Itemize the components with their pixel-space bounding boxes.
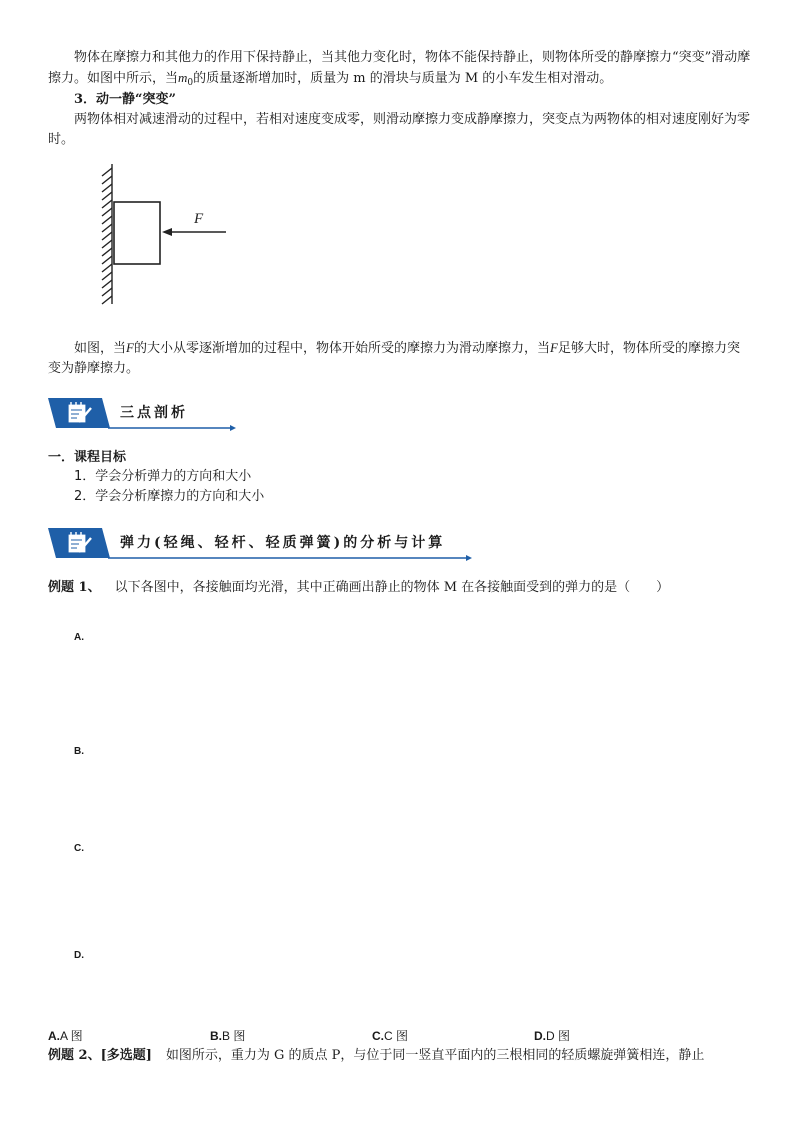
force-arrow: [162, 228, 226, 236]
option-d-label: D.: [74, 950, 84, 961]
option-b-label: B.: [74, 746, 84, 757]
example1-label: 例题 1、: [48, 580, 101, 595]
section-banner-elastic-force: [48, 522, 488, 562]
force-symbol: F: [549, 340, 558, 355]
answer-label: B.: [210, 1029, 222, 1043]
force-symbol: F: [126, 340, 134, 355]
block: [114, 202, 160, 264]
banner-title: 弹力(轻绳、轻杆、轻质弹簧)的分析与计算: [120, 535, 446, 551]
banner-title: 三点剖析: [120, 405, 188, 421]
m0-subscript: 0: [187, 78, 194, 88]
wall-block-figure: [88, 160, 248, 308]
answer-choice-d[interactable]: [534, 1027, 570, 1044]
example1-text: 以下各图中，各接触面均光滑，其中正确画出静止的物体 M 在各接触面受到的弹力的是（ ）: [114, 580, 670, 595]
answer-choice-a[interactable]: [48, 1027, 83, 1044]
figure-caption: [48, 338, 752, 379]
example1-question: [48, 578, 752, 598]
section-banner-analysis: [48, 392, 488, 432]
banner-graphic: [48, 392, 488, 432]
answer-label: A.: [48, 1029, 60, 1043]
answer-label: D.: [534, 1029, 546, 1043]
section3-heading: 3．动一静“突变”: [74, 92, 177, 107]
answer-text: A 图: [60, 1029, 83, 1043]
answer-text: C 图: [384, 1029, 409, 1043]
answer-text: B 图: [222, 1029, 246, 1043]
answer-label: C.: [372, 1029, 384, 1043]
text-part: 的质量逐渐增加时，质量为 m 的滑块与质量为 M 的小车发生相对滑动。: [193, 71, 613, 86]
text-part: 如图，当: [74, 341, 127, 356]
text-part: 足够大时，物体所受的摩擦力突变为静摩擦力。: [48, 341, 740, 376]
wall-hatching: [102, 164, 112, 304]
text-part: 的大小从零逐渐增加的过程中，物体开始所受的摩擦力为滑动摩擦力，当: [133, 341, 550, 356]
answer-choice-b[interactable]: [210, 1027, 245, 1044]
example2-text: 如图所示，重力为 G 的质点 P，与位于同一竖直平面内的三根相同的轻质螺旋弹簧相连，静止: [165, 1048, 705, 1063]
objective-item: 1．学会分析弹力的方向和大小: [74, 469, 252, 484]
objectives-heading: 一．课程目标: [48, 450, 127, 465]
option-c-label: C.: [74, 843, 84, 854]
answer-text: D 图: [546, 1029, 571, 1043]
notepad-pen-icon: [65, 400, 95, 426]
example2-question: [48, 1046, 752, 1066]
example2-label: 例题 2、[多选题]: [48, 1048, 152, 1063]
notepad-pen-icon: [65, 530, 95, 556]
section3-paragraph: 两物体相对减速滑动的过程中，若相对速度变成零，则滑动摩擦力变成静摩擦力，突变点为两物体的相对速度刚好为零时。: [48, 112, 751, 147]
answer-choice-c[interactable]: [372, 1027, 408, 1044]
objective-item: 2．学会分析摩擦力的方向和大小: [74, 489, 265, 504]
paragraph-static-to-sliding: [48, 48, 752, 93]
force-label: F: [194, 211, 204, 227]
text-part: 物体在摩擦力和其他力的作用下保持静止，当其他力变化时，物体不能保持静止，则物体所受的静摩擦力“突变”滑动摩擦力。如图中所示，当: [48, 50, 751, 86]
option-a-label: A.: [74, 632, 84, 643]
m0-symbol: m: [178, 70, 188, 85]
